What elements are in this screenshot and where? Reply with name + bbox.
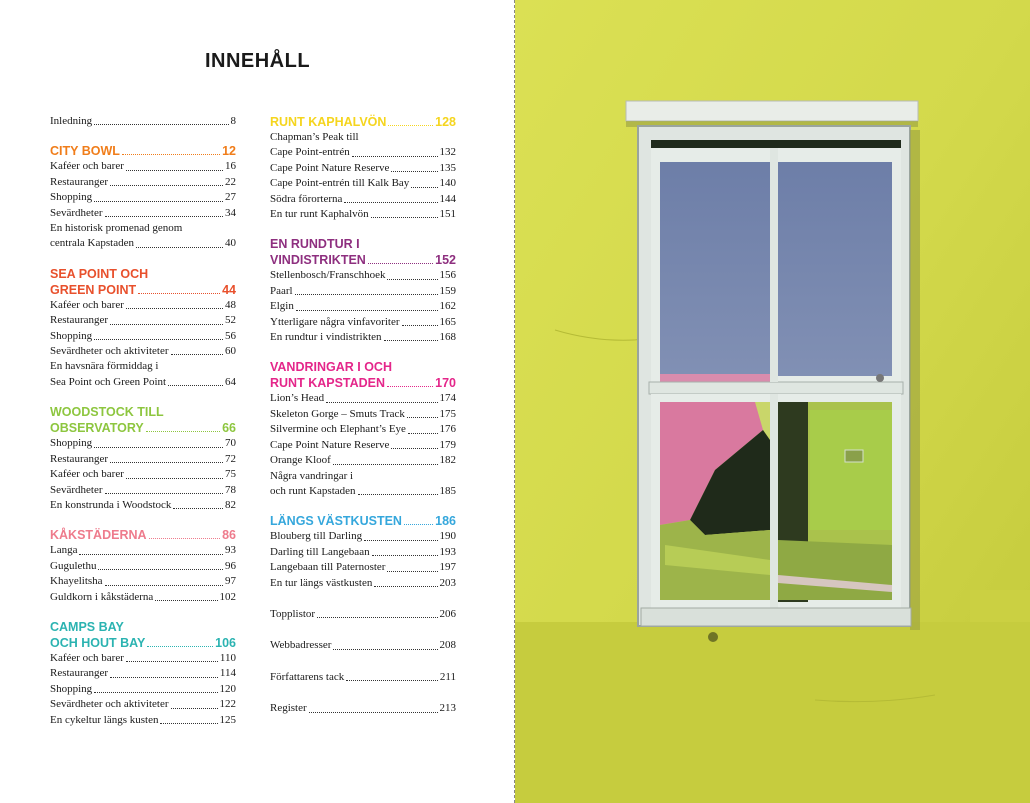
dot-leader bbox=[295, 294, 438, 295]
toc-extra-entry bbox=[270, 701, 456, 716]
toc-entry-page: 22 bbox=[225, 175, 236, 188]
toc-entry bbox=[270, 192, 456, 207]
wall-hole bbox=[708, 632, 718, 642]
toc-entry-page: 168 bbox=[439, 331, 456, 344]
toc-extra-entry bbox=[270, 638, 456, 653]
toc-entry-title: Cape Point Nature Reserve bbox=[270, 438, 390, 451]
dot-leader bbox=[374, 586, 437, 587]
dot-leader bbox=[388, 125, 433, 126]
section-heading bbox=[50, 527, 236, 543]
toc-entry bbox=[50, 697, 236, 712]
toc-entry-title: Guldkorn i kåkstäderna bbox=[50, 590, 154, 603]
toc-entry-title: Ytterligare några vinfavoriter bbox=[270, 315, 400, 328]
dot-leader bbox=[110, 677, 218, 678]
toc-entry-page: 56 bbox=[225, 329, 236, 342]
toc-entry-title: Langebaan till Paternoster bbox=[270, 561, 386, 574]
dot-leader bbox=[110, 185, 223, 186]
toc-entry-page: 206 bbox=[439, 607, 456, 620]
toc-entry bbox=[50, 375, 236, 390]
toc-entry bbox=[270, 161, 456, 176]
section-page: 170 bbox=[435, 376, 456, 391]
toc-entry-title: Shopping bbox=[50, 437, 93, 450]
toc-extra-entry bbox=[270, 607, 456, 622]
dot-leader bbox=[171, 708, 218, 709]
dot-leader bbox=[136, 247, 223, 248]
toc-entry-page: 175 bbox=[439, 407, 456, 420]
page-title: INNEHÅLL bbox=[204, 50, 311, 72]
toc-entry-page: 27 bbox=[225, 191, 236, 204]
toc-entry-title: En konstrunda i Woodstock bbox=[50, 498, 172, 511]
toc-entry-title: En rundtur i vindistrikten bbox=[270, 331, 382, 344]
toc-entry-title: Lion’s Head bbox=[270, 392, 325, 405]
toc-entry bbox=[270, 207, 456, 222]
toc-entry bbox=[270, 330, 456, 345]
toc-entry-page: 213 bbox=[439, 702, 456, 715]
section-heading-text: RUNT KAPHALVÖN bbox=[270, 115, 387, 129]
toc-section-vandringar bbox=[270, 359, 456, 499]
dot-leader bbox=[110, 462, 223, 463]
toc-entry-title: En historisk promenad genom bbox=[50, 222, 183, 235]
toc-entry-title: Silvermine och Elephant’s Eye bbox=[270, 423, 406, 436]
toc-entry bbox=[50, 713, 236, 728]
toc-entry-page: 135 bbox=[439, 161, 456, 174]
dot-leader bbox=[79, 554, 223, 555]
sash-lock bbox=[876, 374, 884, 382]
dot-leader bbox=[94, 692, 217, 693]
toc-entry-title: Register bbox=[270, 702, 307, 715]
window-photo bbox=[515, 0, 1030, 803]
toc-entry-page: 48 bbox=[225, 298, 236, 311]
toc-entry-page: 159 bbox=[439, 284, 456, 297]
toc-entry-title: Restauranger bbox=[50, 314, 109, 327]
toc-entry bbox=[50, 175, 236, 190]
toc-entry-page: 72 bbox=[225, 452, 236, 465]
toc-column-left bbox=[50, 114, 236, 728]
dot-leader bbox=[94, 447, 223, 448]
dot-leader bbox=[371, 217, 438, 218]
toc-entry-page: 182 bbox=[439, 454, 456, 467]
toc-entry-page: 40 bbox=[225, 237, 236, 250]
photo-page bbox=[515, 0, 1030, 803]
dot-leader bbox=[407, 417, 438, 418]
toc-entry-page: 211 bbox=[439, 670, 456, 683]
toc-entry-page: 78 bbox=[225, 483, 236, 496]
dot-leader bbox=[146, 431, 220, 432]
dot-leader bbox=[333, 649, 437, 650]
dot-leader bbox=[372, 555, 438, 556]
section-heading bbox=[270, 114, 456, 130]
dot-leader bbox=[160, 723, 217, 724]
toc-entry-page: 120 bbox=[219, 682, 236, 695]
dot-leader bbox=[387, 279, 437, 280]
dot-leader bbox=[402, 325, 438, 326]
toc-entry-title: Shopping bbox=[50, 329, 93, 342]
lower-pane-right bbox=[778, 402, 892, 602]
toc-entry-page: 144 bbox=[439, 192, 456, 205]
toc-entry bbox=[50, 559, 236, 574]
toc-entry-title: Kaféer och barer bbox=[50, 160, 124, 173]
toc-entry-title: Shopping bbox=[50, 191, 93, 204]
section-heading bbox=[270, 513, 456, 529]
section-heading bbox=[270, 359, 456, 391]
toc-entry-page: 179 bbox=[439, 438, 456, 451]
section-heading-text: LÄNGS VÄSTKUSTEN bbox=[270, 514, 402, 529]
section-heading-text: CITY BOWL bbox=[50, 144, 120, 159]
toc-entry-title: Författarens tack bbox=[270, 670, 345, 683]
toc-section-woodstock bbox=[50, 404, 236, 513]
dot-leader bbox=[411, 187, 437, 188]
toc-entry bbox=[50, 574, 236, 589]
toc-entry-title: Orange Kloof bbox=[270, 454, 331, 467]
section-heading-text: RUNT KAPSTADEN bbox=[270, 376, 386, 391]
toc-entry bbox=[50, 543, 236, 558]
toc-entry-title: Kaféer och barer bbox=[50, 298, 124, 311]
toc-entry-title: Webbadresser bbox=[270, 639, 332, 652]
dot-leader bbox=[94, 124, 228, 125]
toc-entry-page: 208 bbox=[439, 639, 456, 652]
toc-entry bbox=[270, 176, 456, 191]
section-page: 106 bbox=[215, 635, 236, 650]
dot-leader bbox=[94, 339, 223, 340]
toc-entry bbox=[270, 545, 456, 560]
toc-entry-title: Chapman’s Peak till bbox=[270, 131, 359, 143]
dot-leader bbox=[364, 540, 437, 541]
toc-entry bbox=[270, 407, 456, 422]
toc-entry-page: 203 bbox=[439, 576, 456, 589]
toc-column-right bbox=[270, 114, 456, 717]
section-heading bbox=[50, 619, 236, 651]
toc-entry-page: 110 bbox=[219, 651, 236, 664]
toc-entry-title: Södra förorterna bbox=[270, 192, 343, 205]
dot-leader bbox=[296, 310, 438, 311]
toc-entry-title: En havsnära förmiddag i bbox=[50, 360, 159, 373]
dot-leader bbox=[384, 340, 438, 341]
section-heading-text: CAMPS BAY bbox=[50, 619, 124, 634]
section-page: 12 bbox=[222, 144, 236, 159]
dot-leader bbox=[94, 201, 223, 202]
toc-entry bbox=[50, 498, 236, 513]
toc-entry-page: 197 bbox=[439, 561, 456, 574]
toc-entry-page: 34 bbox=[225, 206, 236, 219]
toc-entry bbox=[50, 313, 236, 328]
toc-entry-title: Restauranger bbox=[50, 175, 109, 188]
toc-section-kakstaderna bbox=[50, 527, 236, 605]
section-heading-text: KÅKSTÄDERNA bbox=[50, 528, 147, 543]
toc-entry-title: Gugulethu bbox=[50, 559, 97, 572]
dot-leader bbox=[98, 569, 223, 570]
toc-entry-page: 190 bbox=[439, 530, 456, 543]
dot-leader bbox=[122, 154, 220, 155]
toc-entry bbox=[270, 576, 456, 591]
window-lintel bbox=[626, 101, 918, 121]
section-heading-text: VANDRINGAR I OCH bbox=[270, 360, 392, 375]
wall-step bbox=[970, 590, 1030, 622]
toc-entry-title: Shopping bbox=[50, 682, 93, 695]
toc-entry bbox=[270, 268, 456, 283]
toc-entry bbox=[50, 298, 236, 313]
toc-entry bbox=[50, 467, 236, 482]
toc-entry-title: Skeleton Gorge – Smuts Track bbox=[270, 407, 405, 420]
dot-leader bbox=[105, 585, 223, 586]
section-heading-text: SEA POINT OCH bbox=[50, 266, 149, 281]
toc-entry-title: Cape Point Nature Reserve bbox=[270, 161, 390, 174]
toc-entry-page: 96 bbox=[225, 559, 236, 572]
toc-entry-page: 16 bbox=[225, 160, 236, 173]
toc-entry bbox=[50, 359, 236, 374]
toc-entry bbox=[50, 190, 236, 205]
toc-entry-title: Kaféer och barer bbox=[50, 651, 124, 664]
toc-entry bbox=[270, 145, 456, 160]
section-page: 186 bbox=[435, 514, 456, 529]
toc-entry-page: 125 bbox=[219, 713, 236, 726]
dot-leader bbox=[346, 680, 438, 681]
section-page: 86 bbox=[222, 528, 236, 543]
section-heading bbox=[50, 143, 236, 159]
toc-entry-page: 165 bbox=[439, 315, 456, 328]
window-sill bbox=[641, 608, 911, 626]
dot-leader bbox=[391, 448, 437, 449]
toc-entry-title: Elgin bbox=[270, 300, 294, 313]
dot-leader bbox=[126, 478, 223, 479]
dot-leader bbox=[333, 464, 438, 465]
section-heading bbox=[270, 236, 456, 268]
section-heading-text: EN RUNDTUR I bbox=[270, 237, 360, 252]
toc-extra-entry bbox=[270, 670, 456, 685]
toc-entry bbox=[50, 682, 236, 697]
toc-entry-title: Darling till Langebaan bbox=[270, 545, 370, 558]
toc-entry-page: 176 bbox=[439, 423, 456, 436]
toc-entry bbox=[270, 315, 456, 330]
dot-leader bbox=[408, 433, 438, 434]
toc-entry bbox=[270, 284, 456, 299]
frame-shadow bbox=[910, 130, 920, 630]
toc-section-sea-point bbox=[50, 266, 236, 390]
toc-entry-page: 93 bbox=[225, 544, 236, 557]
section-page: 44 bbox=[222, 282, 236, 297]
section-page: 152 bbox=[435, 253, 456, 268]
dot-leader bbox=[147, 646, 213, 647]
toc-entry-page: 70 bbox=[225, 437, 236, 450]
section-heading-text: OCH HOUT BAY bbox=[50, 635, 146, 650]
toc-entry-title: Några vandringar i bbox=[270, 469, 354, 482]
toc-entry-page: 185 bbox=[439, 484, 456, 497]
dot-leader bbox=[105, 216, 223, 217]
toc-entry-page: 64 bbox=[225, 375, 236, 388]
dot-leader bbox=[126, 661, 218, 662]
section-heading bbox=[50, 404, 236, 436]
toc-entry-page: 151 bbox=[439, 208, 456, 221]
toc-entry-page: 162 bbox=[439, 300, 456, 313]
dot-leader bbox=[387, 571, 437, 572]
toc-entry-title: En tur längs västkusten bbox=[270, 576, 373, 589]
toc-entry bbox=[50, 590, 236, 605]
toc-entry-page: 193 bbox=[439, 545, 456, 558]
lower-mullion bbox=[770, 394, 778, 608]
toc-entry bbox=[50, 159, 236, 174]
toc-entry bbox=[50, 666, 236, 681]
toc-entry bbox=[270, 422, 456, 437]
toc-entry-title: En tur runt Kaphalvön bbox=[270, 208, 369, 221]
toc-entry-title: Khayelitsha bbox=[50, 575, 103, 588]
meeting-rail bbox=[649, 382, 903, 394]
dot-leader bbox=[126, 170, 223, 171]
toc-entry bbox=[50, 344, 236, 359]
pink-roof-reflection bbox=[660, 374, 770, 382]
toc-entry bbox=[270, 299, 456, 314]
toc-entry-page: 140 bbox=[439, 177, 456, 190]
toc-entry bbox=[50, 206, 236, 221]
lower-wall bbox=[515, 622, 1030, 803]
window-inner-shadow bbox=[651, 140, 901, 148]
toc-entry-title: Stellenbosch/Franschhoek bbox=[270, 269, 386, 282]
toc-entry bbox=[270, 438, 456, 453]
dot-leader bbox=[105, 493, 223, 494]
toc-entry-page: 174 bbox=[439, 392, 456, 405]
upper-mullion bbox=[770, 148, 778, 382]
dot-leader bbox=[404, 524, 433, 525]
toc-entry-title: Langa bbox=[50, 544, 78, 557]
toc-entry-title: centrala Kapstaden bbox=[50, 237, 134, 250]
toc-entry-title: Restauranger bbox=[50, 667, 109, 680]
toc-entry-page: 132 bbox=[439, 146, 456, 159]
dot-leader bbox=[309, 712, 438, 713]
toc-section-kaphalvon bbox=[270, 114, 456, 222]
toc-entry-title: Paarl bbox=[270, 284, 293, 297]
toc-section-city-bowl bbox=[50, 143, 236, 251]
toc-entry bbox=[50, 114, 236, 129]
toc-entry-page: 60 bbox=[225, 345, 236, 358]
toc-entry-title: och runt Kapstaden bbox=[270, 484, 356, 497]
toc-entry-title: Cape Point-entrén bbox=[270, 146, 350, 159]
dot-leader bbox=[352, 156, 438, 157]
dot-leader bbox=[138, 293, 220, 294]
toc-section-vindistrikten bbox=[270, 236, 456, 345]
toc-entry bbox=[50, 483, 236, 498]
toc-entry-page: 8 bbox=[230, 115, 236, 127]
toc-entry bbox=[270, 453, 456, 468]
toc-entry-page: 97 bbox=[225, 575, 236, 588]
toc-entry-title: Sevärdheter bbox=[50, 483, 103, 496]
toc-entry-page: 102 bbox=[219, 590, 236, 603]
dot-leader bbox=[171, 354, 223, 355]
dot-leader bbox=[110, 324, 223, 325]
toc-entry-title: Sevärdheter och aktiviteter bbox=[50, 698, 169, 711]
dot-leader bbox=[391, 171, 437, 172]
toc-entry bbox=[50, 329, 236, 344]
dot-leader bbox=[126, 308, 223, 309]
section-heading-text: OBSERVATORY bbox=[50, 421, 144, 436]
dot-leader bbox=[173, 508, 223, 509]
section-heading-text: WOODSTOCK TILL bbox=[50, 405, 164, 420]
toc-entry-page: 114 bbox=[219, 667, 236, 680]
toc-entry bbox=[270, 560, 456, 575]
toc-entry-page: 156 bbox=[439, 269, 456, 282]
toc-section-vastkusten bbox=[270, 513, 456, 591]
section-heading-text: GREEN POINT bbox=[50, 282, 137, 297]
section-page: 128 bbox=[435, 115, 456, 129]
dot-leader bbox=[344, 202, 437, 203]
toc-entry bbox=[270, 484, 456, 499]
toc-entry-page: 122 bbox=[219, 698, 236, 711]
upper-pane-left bbox=[660, 162, 770, 376]
toc-entry bbox=[270, 391, 456, 406]
toc-entry-title: Inledning bbox=[50, 115, 93, 127]
toc-entry bbox=[50, 452, 236, 467]
upper-pane-right bbox=[778, 162, 892, 376]
dot-leader bbox=[168, 385, 223, 386]
toc-entry bbox=[50, 236, 236, 251]
section-heading-text: VINDISTRIKTEN bbox=[270, 253, 366, 268]
dot-leader bbox=[387, 386, 433, 387]
dot-leader bbox=[317, 617, 437, 618]
dot-leader bbox=[358, 494, 438, 495]
toc-entry bbox=[50, 651, 236, 666]
toc-section-camps-bay bbox=[50, 619, 236, 728]
dot-leader bbox=[149, 538, 221, 539]
toc-entry-page: 82 bbox=[225, 498, 236, 511]
toc-entry-page: 75 bbox=[225, 468, 236, 481]
dot-leader bbox=[326, 402, 437, 403]
toc-entry-title: Blouberg till Darling bbox=[270, 530, 363, 543]
toc-entry bbox=[50, 221, 236, 236]
section-heading bbox=[50, 266, 236, 298]
toc-entry bbox=[270, 529, 456, 544]
toc-entry bbox=[270, 469, 456, 484]
lower-pane-left bbox=[660, 402, 770, 600]
dot-leader bbox=[155, 600, 217, 601]
toc-entry-title: Topplistor bbox=[270, 607, 316, 620]
toc-entry-title: Sevärdheter och aktiviteter bbox=[50, 345, 169, 358]
toc-entry-title: En cykeltur längs kusten bbox=[50, 713, 159, 726]
toc-entry bbox=[50, 436, 236, 451]
toc-entry bbox=[270, 130, 456, 145]
toc-entry-title: Kaféer och barer bbox=[50, 468, 124, 481]
toc-entry-title: Restauranger bbox=[50, 452, 109, 465]
toc-entry-title: Cape Point-entrén till Kalk Bay bbox=[270, 177, 410, 190]
toc-entry-title: Sevärdheter bbox=[50, 206, 103, 219]
dot-leader bbox=[368, 263, 433, 264]
toc-entry-title: Sea Point och Green Point bbox=[50, 375, 167, 388]
section-page: 66 bbox=[222, 421, 236, 436]
toc-entry-page: 52 bbox=[225, 314, 236, 327]
